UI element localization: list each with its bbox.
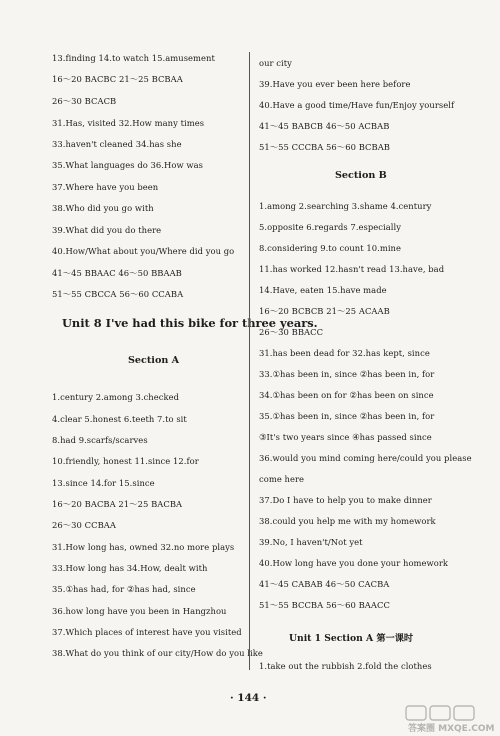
answer-line: 37.Where have you been: [52, 182, 159, 192]
answer-line: 39.No, I haven't/Not yet: [259, 537, 363, 547]
answer-line: 33.How long has 34.How, dealt with: [52, 563, 208, 573]
answer-line: 51～55 CBCCA 56～60 CCABA: [52, 289, 184, 299]
answer-line: 51～55 CCCBA 56～60 BCBAB: [259, 142, 391, 152]
answer-line: 40.How long have you done your homework: [259, 558, 449, 568]
answer-line: 41～45 CABAB 46～50 CACBA: [259, 579, 390, 589]
answer-line: 31.Has, visited 32.How many times: [52, 118, 205, 128]
answer-line: 5.opposite 6.regards 7.especially: [259, 222, 402, 232]
answer-line: 16～20 BCBCB 21～25 ACAAB: [259, 306, 390, 316]
section-b-title: Section B: [335, 170, 387, 181]
answer-line: 40.How/What about you/Where did you go: [52, 246, 235, 256]
answer-line: 13.finding 14.to watch 15.amusement: [52, 53, 215, 63]
answer-line: 33.①has been in, since ②has been in, for: [259, 369, 435, 379]
answer-line: 33.haven't cleaned 34.has she: [52, 139, 182, 149]
answer-line: our city: [259, 58, 292, 68]
answer-line: 41～45 BBAAC 46～50 BBAAB: [52, 268, 182, 278]
answer-line: 14.Have, eaten 15.have made: [259, 285, 387, 295]
answer-line: 8.considering 9.to count 10.mine: [259, 243, 402, 253]
watermark-logo: [404, 704, 496, 734]
answer-line: 26～30 CCBAA: [52, 520, 116, 530]
answer-line: 51～55 BCCBA 56～60 BAACC: [259, 600, 390, 610]
answer-line: 4.clear 5.honest 6.teeth 7.to sit: [52, 414, 187, 424]
answer-line: 38.could you help me with my homework: [259, 516, 436, 526]
answer-line: 1.among 2.searching 3.shame 4.century: [259, 201, 432, 211]
answer-line: 16～20 BACBC 21～25 BCBAA: [52, 74, 183, 84]
answer-line: 10.friendly, honest 11.since 12.for: [52, 456, 199, 466]
unit-8-title: Unit 8 I've had this bike for three years.: [62, 316, 318, 330]
answer-line: 11.has worked 12.hasn't read 13.have, bad: [259, 264, 445, 274]
answer-line: 31.How long has, owned 32.no more plays: [52, 542, 235, 552]
answer-line: 16～20 BACBA 21～25 BACBA: [52, 499, 183, 509]
page-number: · 144 ·: [230, 692, 267, 704]
answer-line: 39.Have you ever been here before: [259, 79, 411, 89]
answer-line: 35.What languages do 36.How was: [52, 160, 204, 170]
answer-line: 38.Who did you go with: [52, 203, 154, 213]
answer-line: 40.Have a good time/Have fun/Enjoy yourself: [259, 100, 455, 110]
answer-line: 1.century 2.among 3.checked: [52, 392, 180, 402]
answer-line: ③It's two years since ④has passed since: [259, 432, 432, 442]
answer-line: 36.would you mind coming here/could you please: [259, 453, 472, 463]
answer-line: 1.take out the rubbish 2.fold the clothes: [259, 661, 432, 671]
answer-line: 35.①has had, for ②has had, since: [52, 584, 196, 594]
section-a-title: Section A: [128, 355, 180, 366]
watermark-text: 答案圈 MXQE.COM: [408, 724, 495, 734]
answer-line: 37.Which places of interest have you visited: [52, 627, 242, 637]
answer-line: 37.Do I have to help you to make dinner: [259, 495, 432, 505]
answer-line: 36.how long have you been in Hangzhou: [52, 606, 227, 616]
answer-line: 26～30 BBACC: [259, 327, 324, 337]
answer-line: 31.has been dead for 32.has kept, since: [259, 348, 430, 358]
answer-line: come here: [259, 474, 305, 484]
answer-line: 35.①has been in, since ②has been in, for: [259, 411, 435, 421]
answer-line: 8.had 9.scarfs/scarves: [52, 435, 148, 445]
column-divider: [249, 52, 250, 670]
answer-line: 13.since 14.for 15.since: [52, 478, 155, 488]
answer-line: 41～45 BABCB 46～50 ACBAB: [259, 121, 390, 131]
answer-line: 34.①has been on for ②has been on since: [259, 390, 434, 400]
unit-1-title: Unit 1 Section A 第一课时: [289, 633, 414, 644]
answer-line: 39.What did you do there: [52, 225, 162, 235]
answer-line: 26～30 BCACB: [52, 96, 117, 106]
answer-line: 38.What do you think of our city/How do you like: [52, 648, 263, 658]
